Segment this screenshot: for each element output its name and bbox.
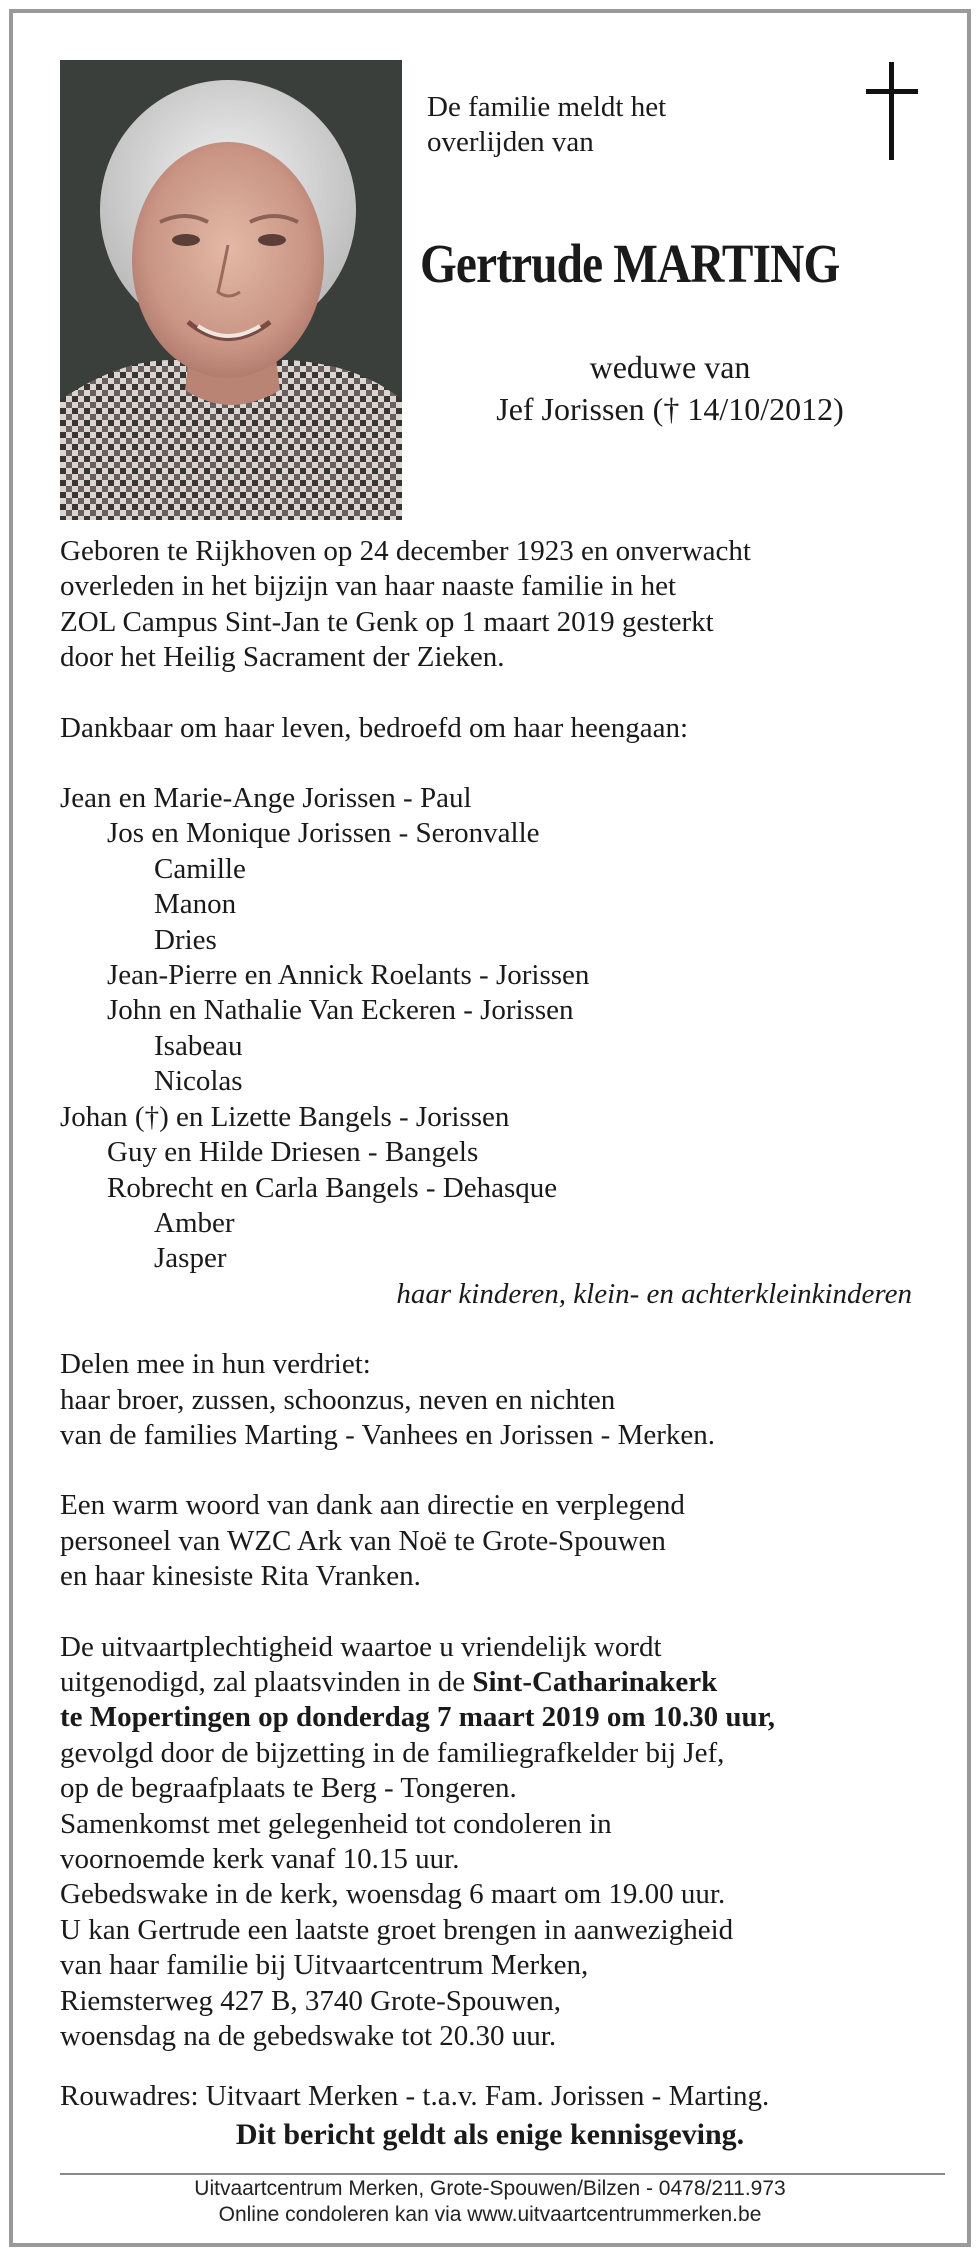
funeral-line: Riemsterweg 427 B, 3740 Grote-Spouwen, [60, 1984, 561, 2017]
mourning-address: Rouwadres: Uitvaart Merken - t.a.v. Fam. Jorissen - Marting. [60, 2080, 770, 2113]
funeral-line: Gebedswake in de kerk, woensdag 6 maart om 19.00 uur. [60, 1878, 726, 1911]
family-member: Manon [154, 888, 237, 921]
family-member: Jean en Marie-Ange Jorissen - Paul [60, 782, 472, 815]
portrait-illustration [60, 60, 402, 520]
funeral-line [60, 1700, 920, 1735]
share-paragraph [60, 1347, 920, 1453]
family-member: Robrecht en Carla Bangels - Dehasque [107, 1171, 558, 1204]
footer-contact: Uitvaartcentrum Merken, Grote-Spouwen/Bilzen - 0478/211.973 [194, 2177, 786, 2200]
footer [60, 2176, 920, 2228]
family-member: Dries [154, 923, 217, 956]
intro-line: De familie meldt het [427, 91, 667, 123]
widow-line: weduwe van [589, 349, 751, 385]
share-line: Delen mee in hun verdriet: [60, 1348, 371, 1381]
thanks-line: en haar kinesiste Rita Vranken. [60, 1560, 421, 1593]
share-line: haar broer, zussen, schoonzus, neven en nichten [60, 1383, 616, 1416]
widow-block [410, 346, 930, 430]
birth-line: door het Heilig Sacrament der Zieken. [60, 641, 505, 674]
intro-line: overlijden van [427, 126, 594, 158]
family-member: John en Nathalie Van Eckeren - Jorissen [107, 994, 574, 1027]
family-member: Amber [154, 1206, 235, 1239]
church-name: Sint-Catharinakerk [472, 1665, 718, 1698]
family-member: Isabeau [154, 1029, 243, 1062]
family-member: Jos en Monique Jorissen - Seronvalle [107, 817, 540, 850]
widow-spouse-line: Jef Jorissen († 14/10/2012) [496, 391, 844, 427]
family-member: Camille [154, 852, 246, 885]
birth-paragraph [60, 534, 920, 676]
announcement-body [60, 534, 920, 2115]
funeral-line: Samenkomst met gelegenheid tot condoleren in [60, 1807, 612, 1840]
thanks-line: personeel van WZC Ark van Noë te Grote-Spouwen [60, 1524, 666, 1557]
family-member: Guy en Hilde Driesen - Bangels [107, 1136, 479, 1169]
funeral-line: De uitvaartplechtigheid waartoe u vriendelijk wordt [60, 1630, 662, 1663]
funeral-line: woensdag na de gebedswake tot 20.30 uur. [60, 2020, 557, 2053]
funeral-line: voornoemde kerk vanaf 10.15 uur. [60, 1843, 460, 1875]
family-member: Jean-Pierre en Annick Roelants - Jorissen [107, 959, 590, 992]
funeral-line: op de begraafplaats te Berg - Tongeren. [60, 1772, 517, 1805]
thanks-line: Een warm woord van dank aan directie en verplegend [60, 1489, 685, 1522]
grateful-line: Dankbaar om haar leven, bedroefd om haar heengaan: [60, 711, 689, 744]
deceased-name: Gertrude MARTING [420, 233, 840, 294]
cross-icon [862, 62, 922, 162]
portrait-photo [60, 60, 402, 520]
birth-line: Geboren te Rijkhoven op 24 december 1923 en onverwacht [60, 535, 751, 567]
family-member: Jasper [154, 1242, 227, 1275]
birth-line: ZOL Campus Sint-Jan te Genk op 1 maart 2019 gesterkt [60, 605, 714, 638]
intro-text [427, 90, 757, 160]
family-member: Nicolas [154, 1065, 243, 1098]
funeral-line [60, 1665, 920, 1700]
funeral-line: gevolgd door de bijzetting in de familiegrafkelder bij Jef, [60, 1736, 725, 1769]
funeral-invite-text: uitgenodigd, zal plaatsvinden in de [60, 1665, 473, 1698]
family-caption: haar kinderen, klein- en achterkleinkinderen [396, 1277, 912, 1310]
footer-website: Online condoleren kan via www.uitvaartcentrummerken.be [218, 2203, 762, 2226]
funeral-date-time: te Mopertingen op donderdag 7 maart 2019 om 10.30 uur, [60, 1701, 776, 1734]
funeral-paragraph [60, 1630, 920, 2055]
funeral-line: U kan Gertrude een laatste groet brengen in aanwezigheid [60, 1913, 734, 1946]
thanks-paragraph [60, 1488, 920, 1594]
funeral-line: van haar familie bij Uitvaartcentrum Merken, [60, 1949, 589, 1982]
family-member: Johan (†) en Lizette Bangels - Jorissen [60, 1100, 510, 1133]
footer-divider [60, 2173, 945, 2175]
notice-line: Dit bericht geldt als enige kennisgeving. [235, 2118, 745, 2151]
birth-line: overleden in het bijzijn van haar naaste familie in het [60, 570, 677, 603]
share-line: van de families Marting - Vanhees en Jorissen - Merken. [60, 1418, 716, 1451]
family-list [60, 781, 920, 1312]
